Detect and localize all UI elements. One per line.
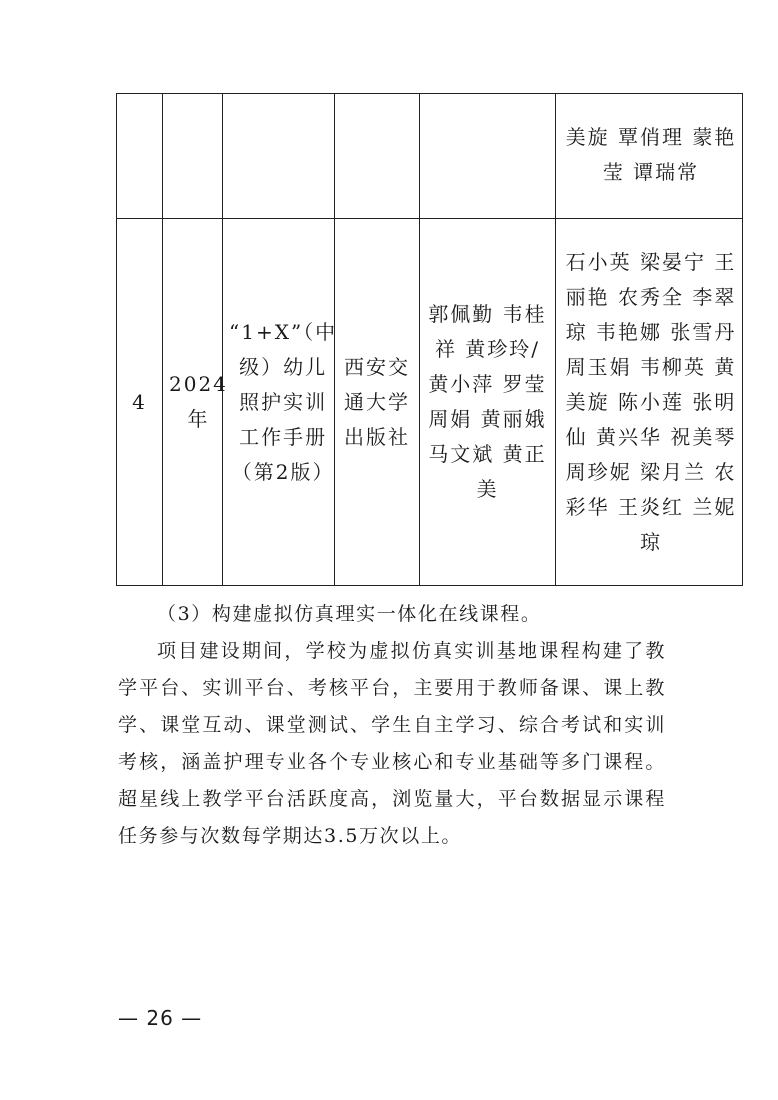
- section-body: [118, 596, 666, 855]
- year-cell: 2024年: [163, 219, 223, 586]
- title-cell: “1+X”（中级）幼儿照护实训工作手册（第2版）: [223, 219, 335, 586]
- year-cell: [163, 94, 223, 219]
- table-row: [117, 94, 743, 219]
- table-row: [117, 219, 743, 586]
- page-number: — 26 —: [118, 1006, 203, 1030]
- publisher-cell: [335, 94, 420, 219]
- title-cell: [223, 94, 335, 219]
- authors-cell: [420, 94, 556, 219]
- section-heading: （3）构建虚拟仿真理实一体化在线课程。: [157, 603, 542, 625]
- authors-cell: 郭佩勤 韦桂祥 黄珍玲/黄小萍 罗莹 周娟 黄丽娥 马文斌 黄正美: [420, 219, 556, 586]
- members-cell: 石小英 梁晏宁 王丽艳 农秀全 李翠琼 韦艳娜 张雪丹 周玉娟 韦柳英 黄美旋 陈小莲 张明仙 黄兴华 祝美琴 周珍妮 梁月兰 农彩华 王炎红 兰妮琼: [556, 219, 743, 586]
- index-cell: [117, 94, 163, 219]
- members-cell: 美旋 覃俏理 蒙艳莹 谭瑞常: [556, 94, 743, 219]
- index-cell: 4: [117, 219, 163, 586]
- textbook-authors-table: [116, 93, 743, 586]
- section-paragraph: 项目建设期间，学校为虚拟仿真实训基地课程构建了教学平台、实训平台、考核平台，主要用于教师备课、课上教学、课堂互动、课堂测试、学生自主学习、综合考试和实训考核，涵盖护理专业各个专业核心和专业基础等多门课程。超星线上教学平台活跃度高，浏览量大，平台数据显示课程任务参与次数每学期达3.5万次以上。: [118, 640, 666, 847]
- publisher-cell: 西安交通大学出版社: [335, 219, 420, 586]
